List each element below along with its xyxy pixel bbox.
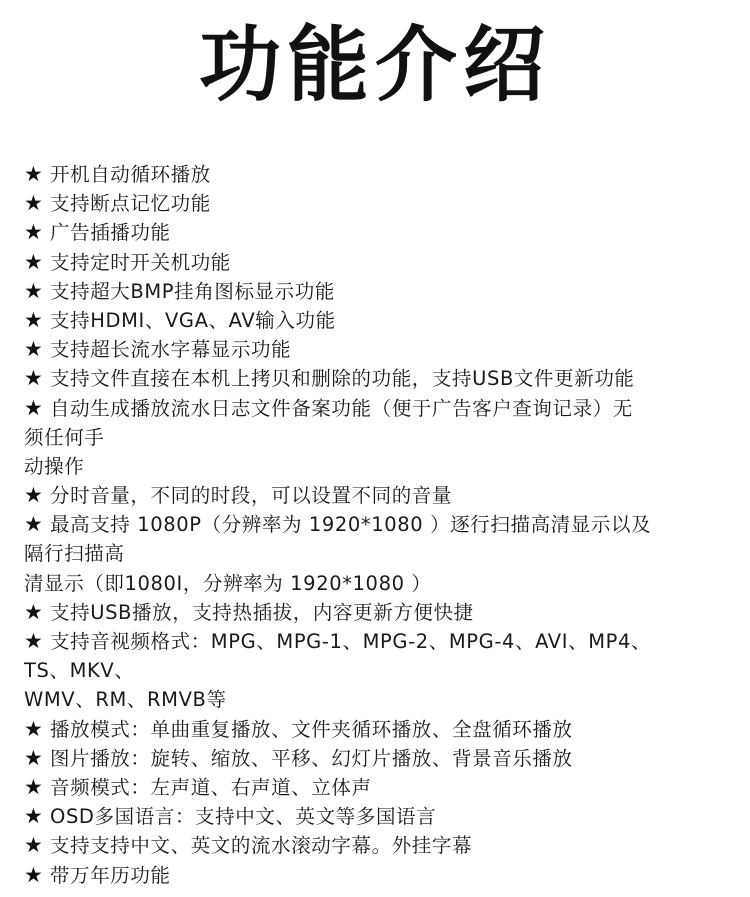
feature-line — [24, 277, 730, 306]
feature-text: TS、MKV、 — [24, 659, 135, 683]
feature-text: 最高支持 1080P（分辨率为 1920*1080 ）逐行扫描高清显示以及 — [50, 513, 652, 537]
feature-text: 支持支持中文、英文的流水滚动字幕。外挂字幕 — [50, 834, 473, 858]
feature-text: OSD多国语言：支持中文、英文等多国语言 — [50, 805, 437, 829]
feature-line — [24, 510, 730, 539]
star-icon: ★ — [24, 862, 44, 887]
feature-line — [24, 481, 730, 510]
feature-line — [24, 452, 730, 481]
star-icon: ★ — [24, 395, 44, 420]
feature-line — [24, 335, 730, 364]
feature-line — [24, 364, 730, 393]
star-icon: ★ — [24, 833, 44, 858]
feature-line — [24, 160, 730, 189]
feature-line — [24, 539, 730, 568]
feature-text: 支持超大BMP挂角图标显示功能 — [50, 279, 335, 303]
feature-text: 须任何手 — [24, 425, 105, 449]
star-icon: ★ — [24, 337, 44, 362]
feature-text: 自动生成播放流水日志文件备案功能（便于广告客户查询记录）无 — [50, 396, 633, 420]
feature-line — [24, 773, 730, 802]
feature-line — [24, 248, 730, 277]
feature-line — [24, 394, 730, 423]
feature-text: 支持断点记忆功能 — [50, 192, 211, 216]
star-icon: ★ — [24, 220, 44, 245]
feature-text: 广告插播功能 — [50, 221, 171, 245]
star-icon: ★ — [24, 804, 44, 829]
star-icon: ★ — [24, 774, 44, 799]
feature-line — [24, 831, 730, 860]
feature-line — [24, 744, 730, 773]
feature-line — [24, 189, 730, 218]
star-icon: ★ — [24, 512, 44, 537]
star-icon: ★ — [24, 745, 44, 770]
star-icon: ★ — [24, 162, 44, 186]
feature-text: 支持HDMI、VGA、AV输入功能 — [50, 308, 336, 332]
feature-line — [24, 685, 730, 714]
feature-text: 隔行扫描高 — [24, 542, 125, 566]
feature-text: 带万年历功能 — [50, 863, 171, 887]
star-icon: ★ — [24, 278, 44, 303]
feature-line — [24, 423, 730, 452]
feature-text: 音频模式：左声道、右声道、立体声 — [50, 775, 372, 799]
star-icon: ★ — [24, 249, 44, 274]
star-icon: ★ — [24, 716, 44, 741]
feature-text: 支持USB播放，支持热插拔，内容更新方便快捷 — [50, 600, 474, 624]
star-icon: ★ — [24, 307, 44, 332]
feature-line — [24, 861, 730, 890]
feature-line — [24, 598, 730, 627]
feature-text: 分时音量，不同的时段，可以设置不同的音量 — [50, 484, 453, 508]
feature-text: WMV、RM、RMVB等 — [24, 688, 227, 712]
feature-text: 支持文件直接在本机上拷贝和删除的功能，支持USB文件更新功能 — [50, 367, 635, 391]
feature-line — [24, 569, 730, 598]
feature-text: 开机自动循环播放 — [50, 163, 211, 186]
star-icon: ★ — [24, 366, 44, 391]
feature-text: 播放模式：单曲重复播放、文件夹循环播放、全盘循环播放 — [50, 717, 573, 741]
feature-text: 清显示（即1080I，分辨率为 1920*1080 ） — [24, 571, 432, 595]
feature-text: 支持超长流水字幕显示功能 — [50, 338, 292, 362]
star-icon: ★ — [24, 191, 44, 216]
page-title: 功能介绍 — [198, 18, 551, 113]
feature-line — [24, 802, 730, 831]
feature-line — [24, 306, 730, 335]
feature-list — [24, 160, 730, 890]
feature-line — [24, 656, 730, 685]
feature-text: 支持定时开关机功能 — [50, 250, 231, 274]
star-icon: ★ — [24, 599, 44, 624]
feature-text: 动操作 — [24, 454, 85, 478]
feature-line — [24, 715, 730, 744]
feature-line — [24, 627, 730, 656]
feature-line — [24, 218, 730, 247]
feature-text: 图片播放：旋转、缩放、平移、幻灯片播放、背景音乐播放 — [50, 746, 573, 770]
star-icon: ★ — [24, 629, 44, 653]
feature-text: 支持音视频格式：MPG、MPG-1、MPG-2、MPG-4、AVI、MP4、 — [50, 630, 652, 653]
star-icon: ★ — [24, 483, 44, 508]
